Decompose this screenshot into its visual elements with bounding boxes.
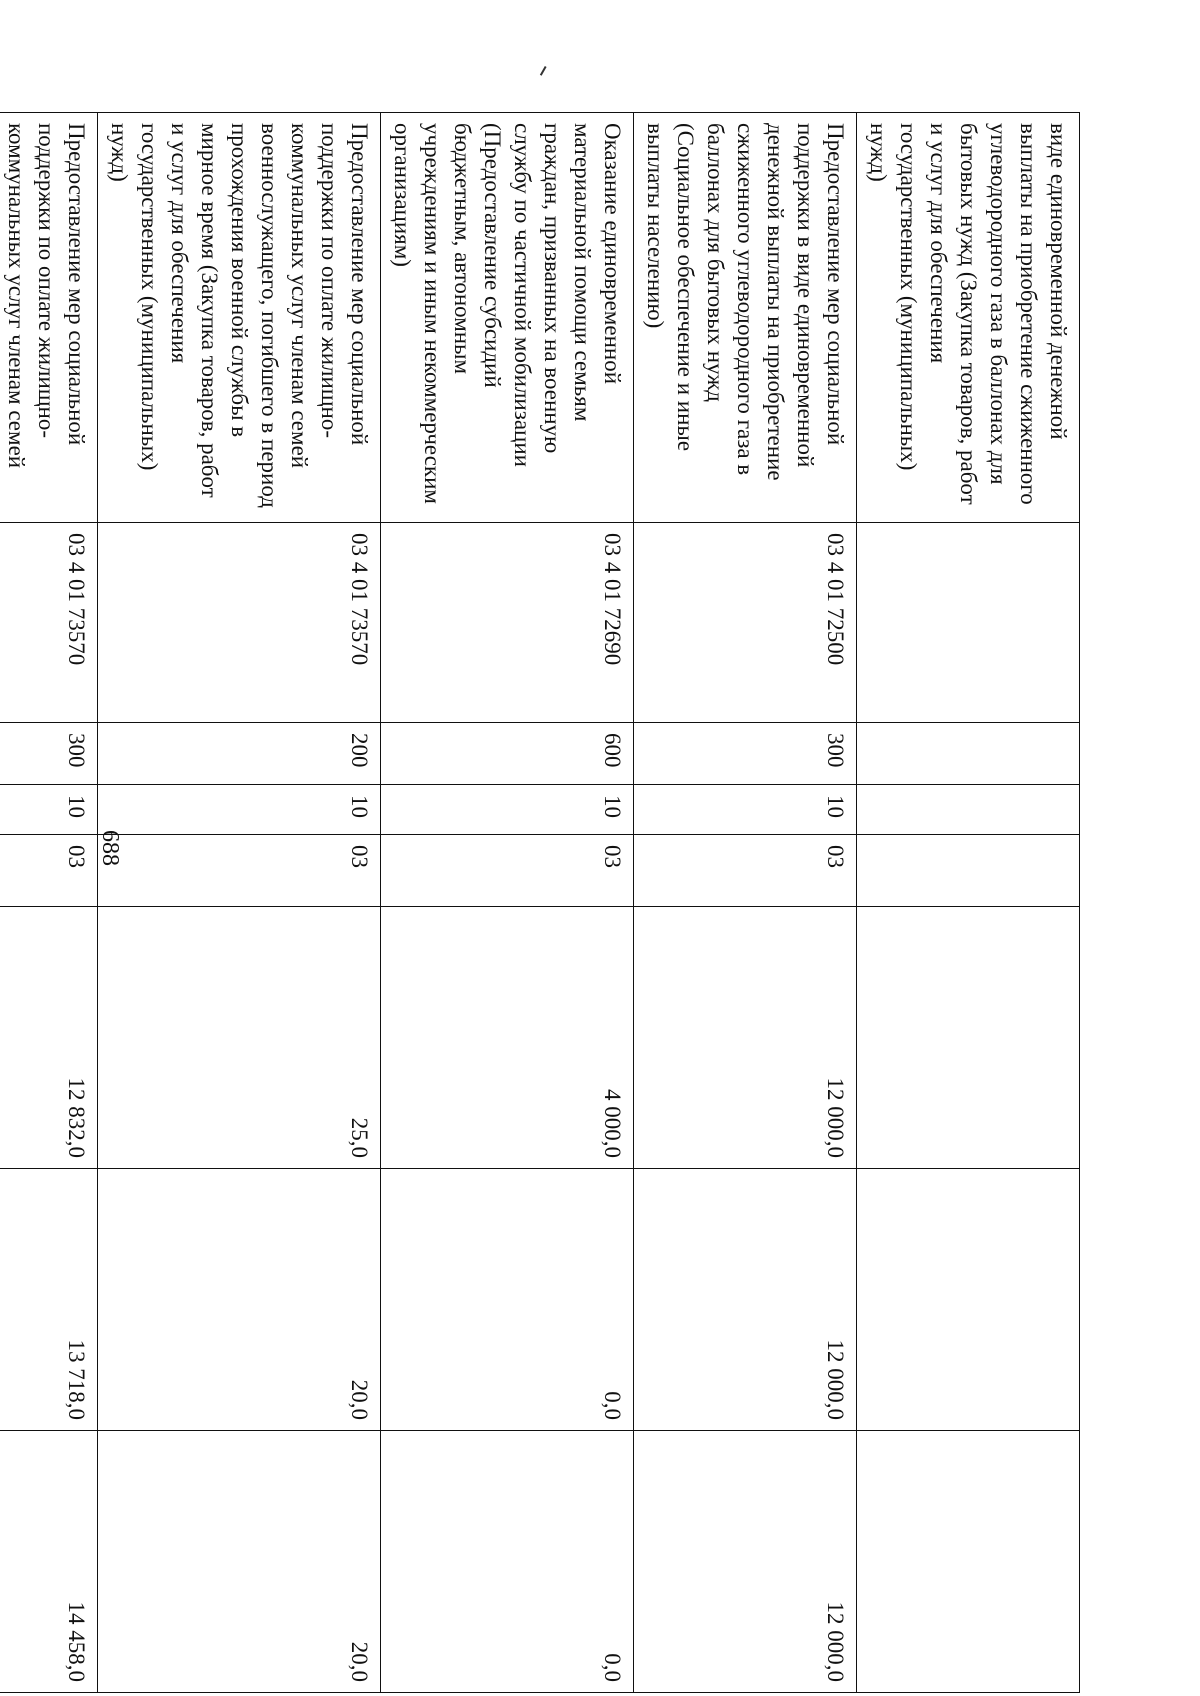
expense-type-cell: 300: [634, 723, 857, 785]
subsection-cell: 03: [0, 835, 98, 907]
expense-type-cell: 300: [0, 723, 98, 785]
year1-amount-cell: 12 000,0: [634, 907, 857, 1169]
target-article-cell: 03 4 01 72500: [634, 523, 857, 723]
row-description: Предоставление мер социальной поддержки по оплате жилищно-коммунальных услуг членам семей военнослужащего, погибшего в период прохождения военной службы в мирное время (Закупка товаров, работ и услуг для обеспечения государственных (муниципальных) нужд): [98, 113, 381, 523]
year3-amount-cell: 0,0: [381, 1431, 634, 1693]
section-cell: 10: [634, 785, 857, 835]
year3-amount-cell: 20,0: [98, 1431, 381, 1693]
row-description: виде единовременной денежной выплаты на приобретение сжиженного углеводородного газа в баллонах для бытовых нужд (Закупка товаров, работ и услуг для обеспечения государственных (муниципальных) нужд): [857, 113, 1080, 523]
target-article-cell: [857, 523, 1080, 723]
year2-amount-cell: 12 000,0: [634, 1169, 857, 1431]
subsection-cell: [857, 835, 1080, 907]
year2-amount-cell: [857, 1169, 1080, 1431]
year1-amount-cell: [857, 907, 1080, 1169]
stray-mark: [540, 66, 546, 75]
expense-type-cell: 200: [98, 723, 381, 785]
table-row: [0, 113, 98, 1693]
page-number: 688: [97, 830, 123, 866]
year3-amount-cell: 12 000,0: [634, 1431, 857, 1693]
year1-amount-cell: 4 000,0: [381, 907, 634, 1169]
target-article-cell: 03 4 01 73570: [98, 523, 381, 723]
table-row: [98, 113, 381, 1693]
section-cell: 10: [381, 785, 634, 835]
row-description: Предоставление мер социальной поддержки в виде единовременной денежной выплаты на приобретение сжиженного углеводородного газа в баллонах для бытовых нужд (Социальное обеспечение и иные выплаты населению): [634, 113, 857, 523]
subsection-cell: 03: [634, 835, 857, 907]
target-article-cell: 03 4 01 73570: [0, 523, 98, 723]
expense-type-cell: [857, 723, 1080, 785]
year2-amount-cell: 20,0: [98, 1169, 381, 1431]
subsection-cell: 03: [381, 835, 634, 907]
year3-amount-cell: 14 458,0: [0, 1431, 98, 1693]
section-cell: 10: [98, 785, 381, 835]
subsection-cell: 03: [98, 835, 381, 907]
year1-amount-cell: 25,0: [98, 907, 381, 1169]
target-article-cell: 03 4 01 72690: [381, 523, 634, 723]
year2-amount-cell: 13 718,0: [0, 1169, 98, 1431]
expense-type-cell: 600: [381, 723, 634, 785]
table-row: [857, 113, 1080, 1693]
table-row: [634, 113, 857, 1693]
section-cell: 10: [0, 785, 98, 835]
row-description: Предоставление мер социальной поддержки по оплате жилищно-коммунальных услуг членам семей: [0, 113, 98, 523]
table-row: [381, 113, 634, 1693]
year3-amount-cell: [857, 1431, 1080, 1693]
year2-amount-cell: 0,0: [381, 1169, 634, 1431]
budget-table: [0, 112, 1080, 1693]
row-description: Оказание единовременной материальной помощи семьям граждан, призванных на военную службу по частичной мобилизации (Предоставление субсидий бюджетным, автономным учреждениям и иным некоммерческим организациям): [381, 113, 634, 523]
section-cell: [857, 785, 1080, 835]
year1-amount-cell: 12 832,0: [0, 907, 98, 1169]
